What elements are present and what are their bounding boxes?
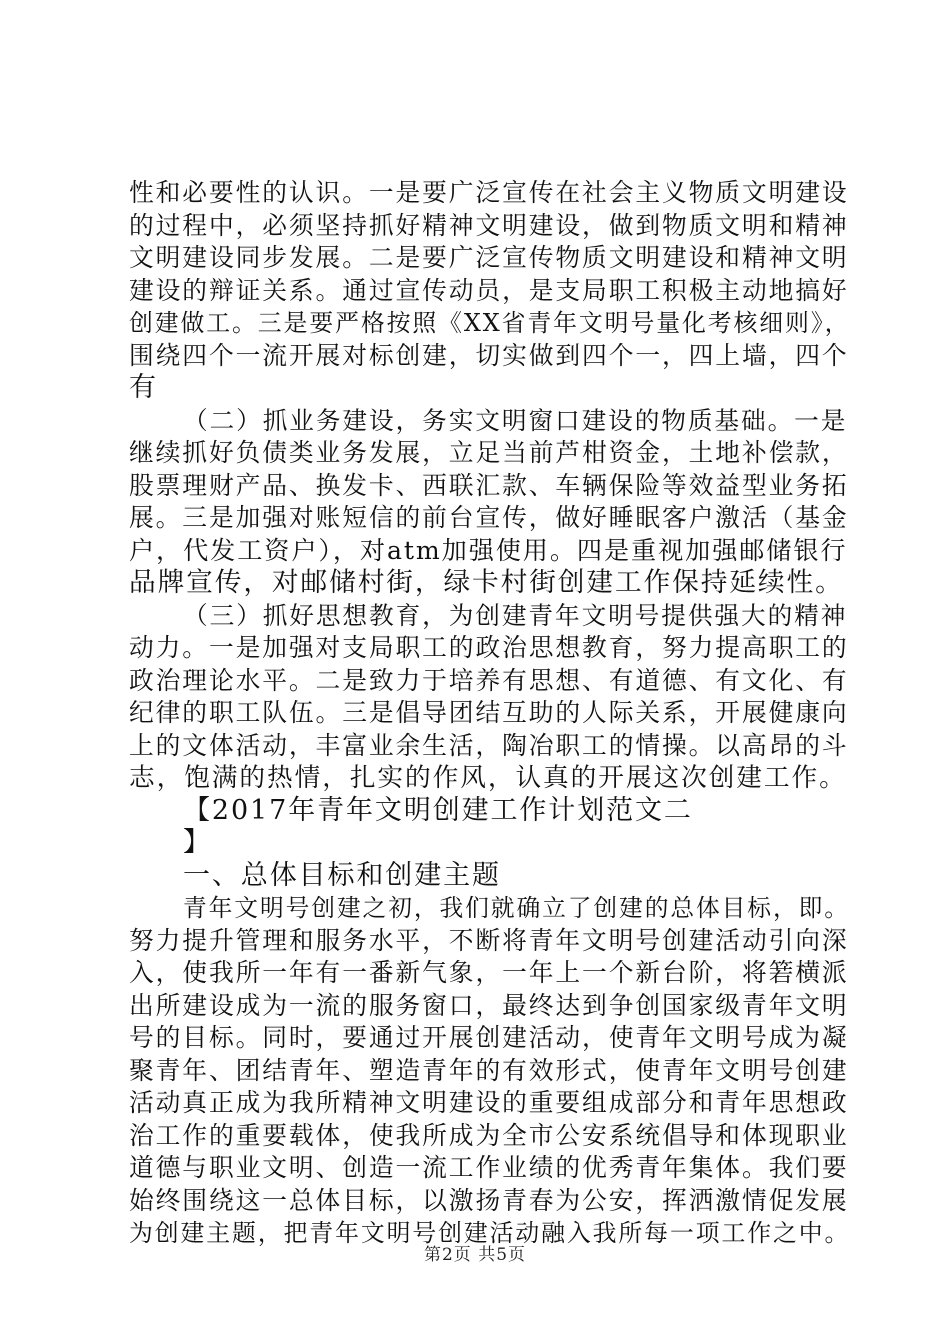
text-line: 始终围绕这一总体目标，以激扬青春为公安，挥洒激情促发展: [129, 1185, 849, 1215]
text-line: 青年文明号创建之初，我们就确立了创建的总体目标，即。: [183, 894, 850, 922]
text-line: （三）抓好思想教育，为创建青年文明号提供强大的精神: [183, 600, 848, 630]
text-line: （二）抓业务建设，务实文明窗口建设的物质基础。一是: [183, 405, 848, 435]
text-line: 政治理论水平。二是致力于培养有思想、有道德、有文化、有: [129, 665, 849, 695]
text-line: 出所建设成为一流的服务窗口，最终达到争创国家级青年文明: [129, 990, 849, 1020]
page-footer: [0, 1240, 950, 1265]
text-line: 道德与职业文明、创造一流工作业绩的优秀青年集体。我们要: [129, 1153, 849, 1182]
text-line: 】: [183, 827, 212, 858]
text-line: 入，使我所一年有一番新气象，一年上一个新台阶，将箬横派: [129, 958, 849, 987]
text-line: 为创建主题，把青年文明号创建活动融入我所每一项工作之中。: [129, 1219, 851, 1247]
text-line: 治工作的重要载体，使我所成为全市公安系统倡导和体现职业: [129, 1120, 849, 1150]
text-line: 的过程中，必须坚持抓好精神文明建设，做到物质文明和精神: [129, 210, 849, 240]
text-line: 有: [129, 372, 158, 403]
text-line: 围绕四个一流开展对标创建，切实做到四个一，四上墙，四个: [129, 340, 849, 370]
text-line: 纪律的职工队伍。三是倡导团结互助的人际关系，开展健康向: [129, 698, 849, 727]
text-line: 志，饱满的热情，扎实的作风，认真的开展这次创建工作。: [129, 763, 847, 793]
text-line: 性和必要性的认识。一是要广泛宣传在社会主义物质文明建设: [129, 178, 849, 207]
text-line: 股票理财产品、换发卡、西联汇款、车辆保险等效益型业务拓: [129, 470, 849, 500]
text-line: 上的文体活动，丰富业余生活，陶冶职工的情操。以高昂的斗: [129, 730, 849, 760]
text-line: 展。三是加强对账短信的前台宣传，做好睡眠客户激活（基金: [129, 503, 849, 532]
document-body: [129, 177, 851, 1250]
text-line: 建设的辩证关系。通过宣传动员，是支局职工积极主动地搞好: [129, 275, 849, 305]
text-line: 品牌宣传，对邮储村街，绿卡村街创建工作保持延续性。: [129, 567, 844, 598]
text-line: 动力。一是加强对支局职工的政治思想教育，努力提高职工的: [129, 633, 849, 662]
text-line: 继续抓好负债类业务发展，立足当前芦柑资金，土地补偿款，: [129, 438, 849, 467]
text-line: 【2017年青年文明创建工作计划范文二: [183, 794, 693, 826]
text-line: 文明建设同步发展。二是要广泛宣传物质文明建设和精神文明: [129, 243, 849, 272]
text-line: 努力提升管理和服务水平，不断将青年文明号创建活动引向深: [129, 925, 849, 955]
text-line: 活动真正成为我所精神文明建设的重要组成部分和青年思想政: [129, 1088, 849, 1117]
text-line: 号的目标。同时，要通过开展创建活动，使青年文明号成为凝: [129, 1023, 849, 1052]
text-line: 聚青年、团结青年、塑造青年的有效形式，使青年文明号创建: [129, 1055, 849, 1085]
page-number: 第2页 共5页: [423, 1245, 527, 1265]
text-line: 一、总体目标和创建主题: [183, 859, 501, 891]
text-line: 户，代发工资户），对atm加强使用。四是重视加强邮储银行: [129, 535, 848, 565]
text-line: 创建做工。三是要严格按照《XX省青年文明号量化考核细则》，: [129, 309, 851, 337]
